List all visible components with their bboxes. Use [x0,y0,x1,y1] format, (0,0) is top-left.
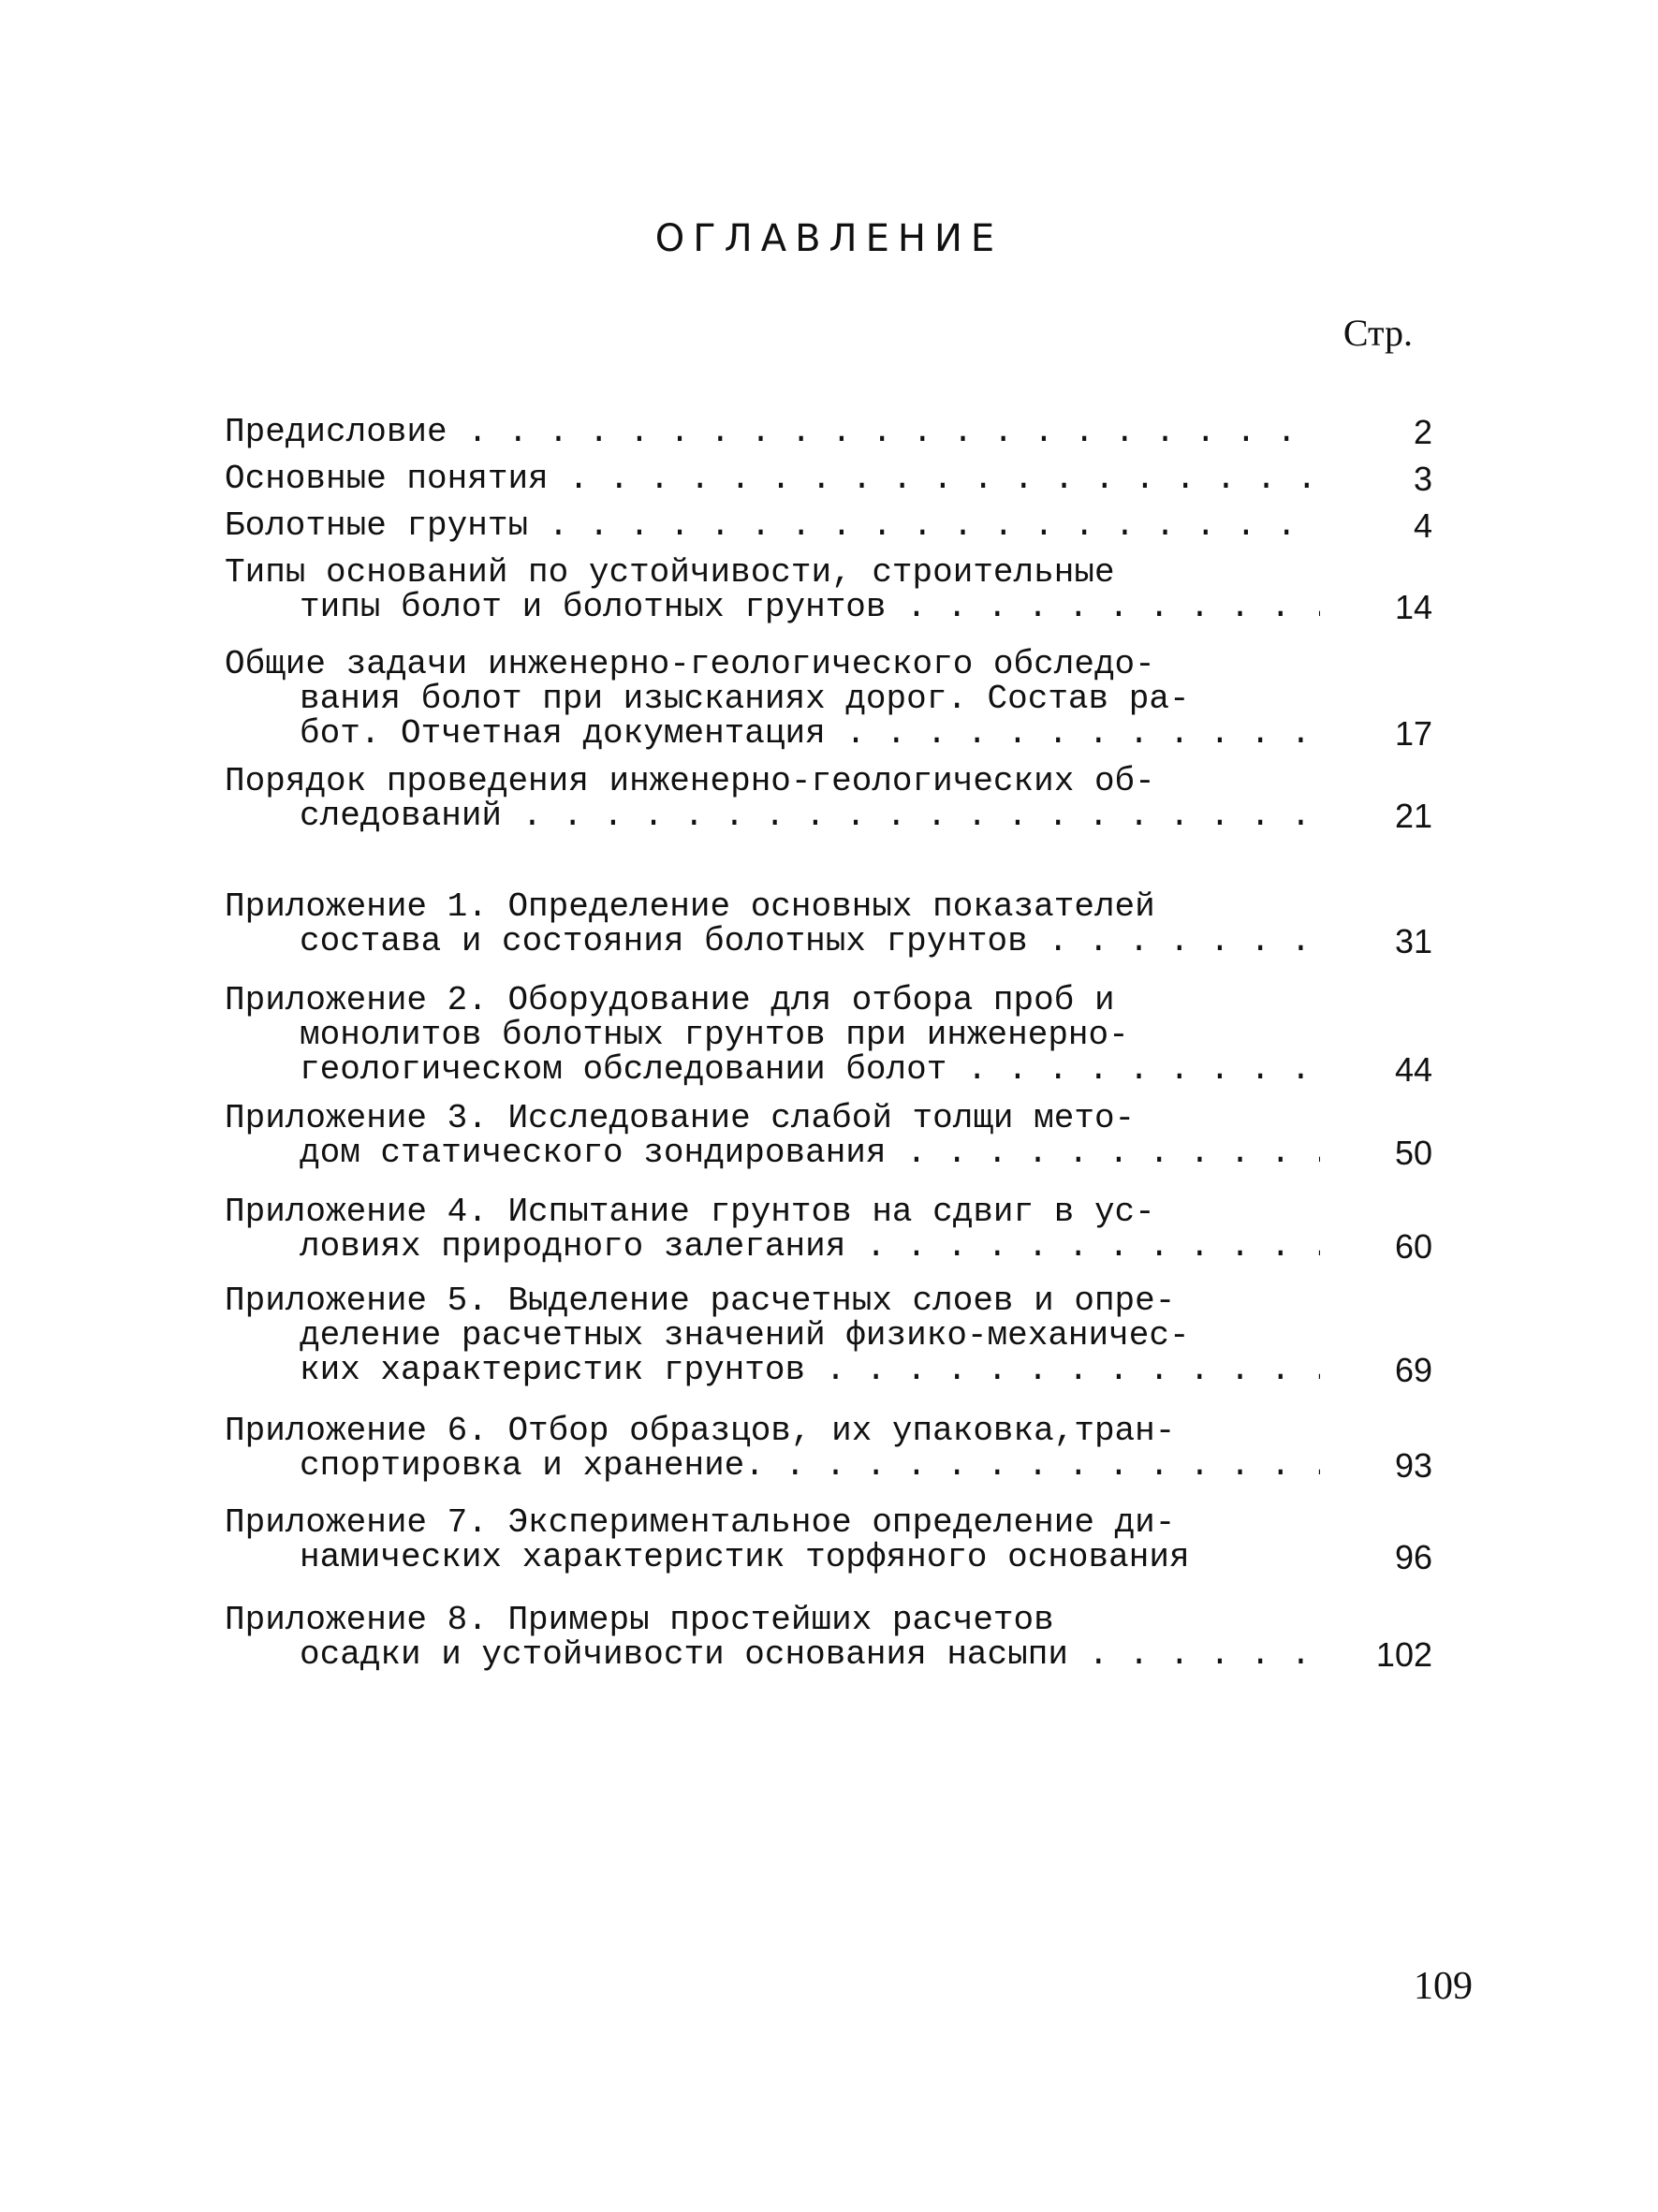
toc-entry-title: Общие задачи инженерно-геологического обследо- [225,647,1155,681]
toc-page-number: 93 [1394,1446,1432,1485]
toc-entry-title: Приложение 6. Отбор образцов, их упаковка,тран- [225,1414,1176,1448]
toc-entry-title-continued: ловиях природного залегания . . . [225,1229,1320,1264]
toc-entry [225,1283,1432,1387]
toc-page-number: 69 [1394,1351,1432,1389]
toc-entry [225,764,1432,833]
toc-page-number: 102 [1375,1635,1432,1674]
toc-entry-title-continued: следований . . . [225,798,1320,833]
toc-page-number: 31 [1394,922,1432,960]
page-title: ОГЛАВЛЕНИЕ [654,217,1004,260]
toc-entry-title: Приложение 1. Определение основных показателей [225,889,1155,924]
toc-page-number: 2 [1413,413,1432,451]
toc-entry-title-continued: типы болот и болотных грунтов . . . [225,590,1320,624]
toc-entry-title-continued: геологическом обследовании болот . . . [225,1052,1320,1087]
toc-entry-title: Приложение 3. Исследование слабой толщи мето- [225,1101,1136,1135]
toc-entry-title: Типы оснований по устойчивости, строительные [225,555,1115,590]
toc-page-number: 14 [1394,588,1432,626]
toc-page-number: 44 [1394,1050,1432,1089]
toc-entry [225,415,1432,449]
toc-entry-title-continued: намических характеристик торфяного основания [300,1540,1190,1575]
toc-entry [225,647,1432,751]
toc-entry-title: Приложение 8. Примеры простейших расчетов [225,1603,1054,1637]
toc-entry-title: Болотные грунты . . . [225,508,1320,543]
toc-entry-title: Порядок проведения инженерно-геологических об- [225,764,1155,798]
toc-entry [225,983,1432,1087]
page-column-label: Стр. [1343,312,1413,354]
page-number-folio: 109 [1414,1965,1473,2008]
toc-entry-title-continued: спортировка и хранение. . . . [225,1448,1320,1483]
toc-entry-title-continued: монолитов болотных грунтов при инженерно- [300,1018,1129,1052]
toc-page-number: 17 [1394,714,1432,753]
toc-entry [225,1101,1432,1170]
toc-entry-title-continued: ких характеристик грунтов . . . [225,1353,1320,1387]
toc-entry-title-continued: деление расчетных значений физико-механичес- [300,1318,1190,1353]
toc-entry [225,889,1432,959]
toc-entry-title-continued: дом статического зондирования . . . [225,1135,1320,1170]
toc-entry [225,1505,1432,1575]
toc-entry-title: Приложение 2. Оборудование для отбора проб и [225,983,1115,1018]
toc-page-number: 96 [1394,1538,1432,1576]
toc-entry [225,461,1432,496]
toc-entry [225,1194,1432,1264]
toc-entry [225,1603,1432,1672]
toc-page-number: 60 [1394,1227,1432,1266]
toc-entry [225,508,1432,543]
toc-page-number: 3 [1413,460,1432,498]
toc-page-number: 4 [1413,506,1432,545]
toc-entry-title: Приложение 7. Экспериментальное определение ди- [225,1505,1176,1540]
toc-entry-title: Приложение 5. Выделение расчетных слоев и опре- [225,1283,1176,1318]
toc-entry [225,555,1432,624]
toc-entry-title: Основные понятия . . . [225,461,1320,496]
toc-entry-title-continued: осадки и устойчивости основания насыпи . . . [225,1637,1320,1672]
toc-entry-title-continued: состава и состояния болотных грунтов . . . [225,924,1320,959]
toc-entry [225,1414,1432,1483]
toc-entry-title: Приложение 4. Испытание грунтов на сдвиг в ус- [225,1194,1155,1229]
toc-page-number: 50 [1394,1134,1432,1172]
toc-entry-title-continued: вания болот при изысканиях дорог. Состав ра- [300,681,1190,716]
toc-page-number: 21 [1394,797,1432,835]
toc-entry-title: Предисловие . . . [225,415,1320,449]
toc-entry-title-continued: бот. Отчетная документация . . . [225,716,1320,751]
